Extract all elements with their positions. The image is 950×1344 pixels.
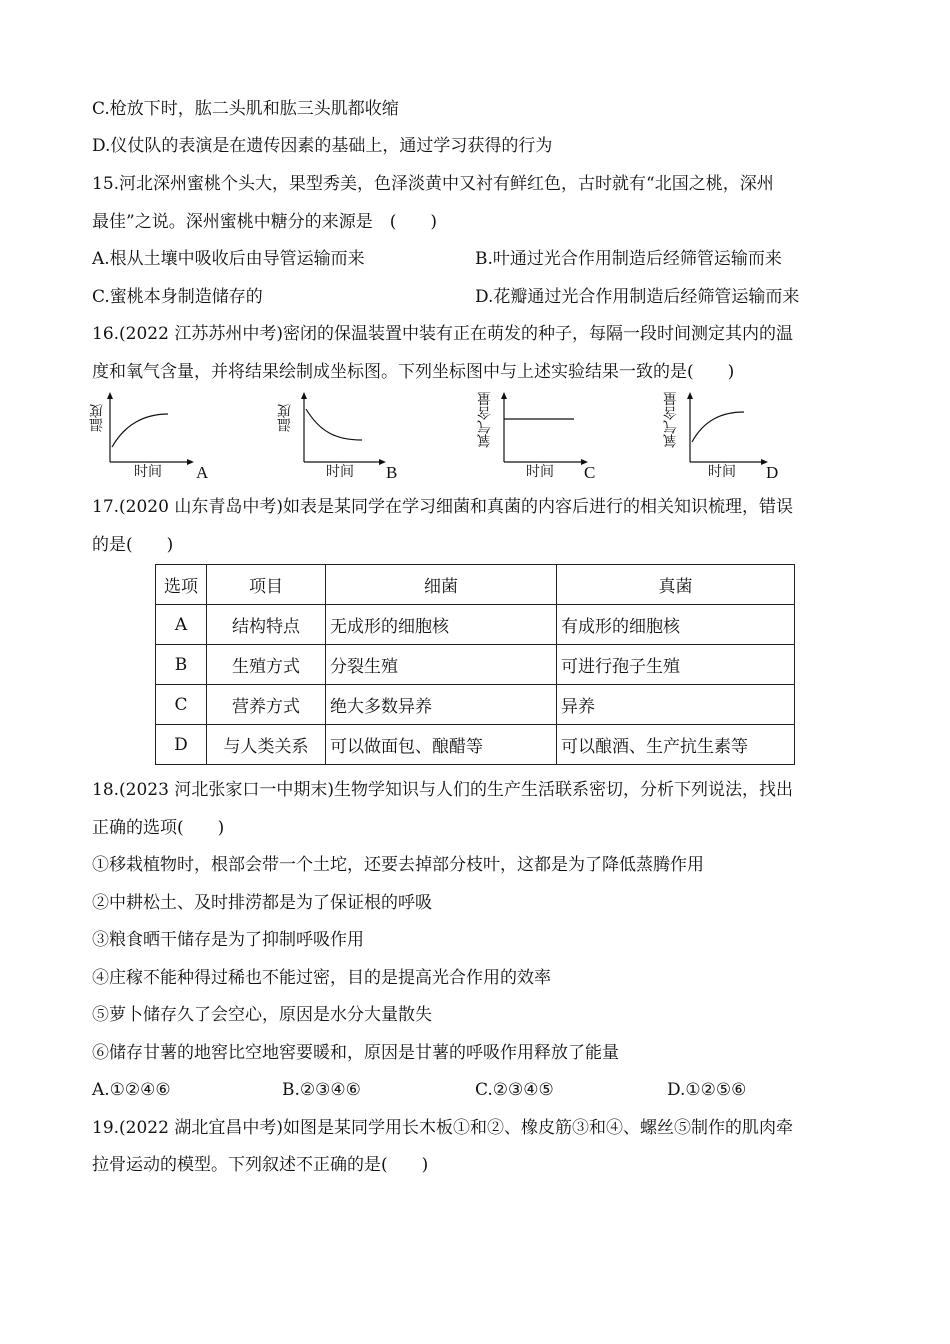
chart-b-xlabel: 时间 xyxy=(326,464,354,480)
q18-option-b: B.②③④⑥ xyxy=(282,1080,361,1100)
q18-item-2: ②中耕松土、及时排涝都是为了保证根的呼吸 xyxy=(92,893,432,913)
chart-a-ylabel: 温度 xyxy=(89,404,105,432)
chart-a-xlabel: 时间 xyxy=(134,464,162,480)
table-row xyxy=(156,725,795,765)
q18-item-5: ⑤萝卜储存久了会空心，原因是水分大量散失 xyxy=(92,1005,432,1025)
knowledge-table xyxy=(155,564,795,765)
q19-stem-line1: 19.(2022 湖北宜昌中考)如图是某同学用长木板①和②、橡皮筋③和④、螺丝⑤制作的肌肉牵 xyxy=(92,1118,793,1138)
chart-d-ylabel: 氧气含量 xyxy=(663,392,679,448)
table-row xyxy=(156,605,795,645)
q14-option-c: C.枪放下时，肱二头肌和肱三头肌都收缩 xyxy=(92,99,399,119)
chart-c-letter: C xyxy=(584,463,596,482)
table-cell: B xyxy=(156,645,207,685)
q15-option-c: C.蜜桃本身制造储存的 xyxy=(92,287,263,307)
table-cell: 有成形的细胞核 xyxy=(557,605,795,645)
q17-stem-line2: 的是( ) xyxy=(92,535,174,555)
q15-option-a: A.根从土壤中吸收后由导管运输而来 xyxy=(92,249,365,269)
q15-option-b: B.叶通过光合作用制造后经筛管运输而来 xyxy=(475,249,782,269)
chart-d-y-arrow xyxy=(687,392,693,399)
q19-stem-line2: 拉骨运动的模型。下列叙述不正确的是( ) xyxy=(92,1155,429,1175)
table-cell: 生殖方式 xyxy=(207,645,326,685)
chart-b xyxy=(278,392,428,484)
table-cell: 可进行孢子生殖 xyxy=(557,645,795,685)
table-cell: 无成形的细胞核 xyxy=(326,605,557,645)
q14-option-d: D.仪仗队的表演是在遗传因素的基础上，通过学习获得的行为 xyxy=(92,136,553,156)
chart-b-ylabel: 温度 xyxy=(277,404,293,432)
chart-a-plot xyxy=(90,392,240,484)
table-cell: 异养 xyxy=(557,685,795,725)
q18-item-3: ③粮食晒干储存是为了抑制呼吸作用 xyxy=(92,930,364,950)
chart-b-y-arrow xyxy=(301,392,307,399)
q17-stem-line1: 17.(2020 山东青岛中考)如表是某同学在学习细菌和真菌的内容后进行的相关知识梳理，错误 xyxy=(92,497,793,517)
q18-item-6: ⑥储存甘薯的地窖比空地窖要暖和，原因是甘薯的呼吸作用释放了能量 xyxy=(92,1043,619,1063)
table-cell: A xyxy=(156,605,207,645)
table-cell: 可以酿酒、生产抗生素等 xyxy=(557,725,795,765)
table-header: 细菌 xyxy=(326,565,557,605)
table-cell: 结构特点 xyxy=(207,605,326,645)
q15-stem-line1: 15.河北深州蜜桃个头大，果型秀美，色泽淡黄中又衬有鲜红色，古时就有“北国之桃，深州 xyxy=(92,174,774,194)
table-cell: 可以做面包、酿醋等 xyxy=(326,725,557,765)
table-cell: C xyxy=(156,685,207,725)
table-header-row xyxy=(156,565,795,605)
chart-c-y-arrow xyxy=(501,392,507,399)
chart-d-xlabel: 时间 xyxy=(708,464,736,480)
chart-a-curve xyxy=(112,414,168,447)
table-header: 真菌 xyxy=(557,565,795,605)
chart-b-curve xyxy=(306,409,362,440)
table-cell: 绝大多数异养 xyxy=(326,685,557,725)
q18-item-1: ①移栽植物时，根部会带一个土坨，还要去掉部分枝叶，这都是为了降低蒸腾作用 xyxy=(92,855,704,875)
table-header: 选项 xyxy=(156,565,207,605)
chart-b-x-arrow xyxy=(379,459,386,465)
chart-d-plot xyxy=(664,392,814,484)
chart-a-x-arrow xyxy=(187,459,194,465)
q18-item-4: ④庄稼不能种得过稀也不能过密，目的是提高光合作用的效率 xyxy=(92,968,551,988)
table-cell: 营养方式 xyxy=(207,685,326,725)
q18-stem-line2: 正确的选项( ) xyxy=(92,818,225,838)
q15-stem-line2: 最佳”之说。深州蜜桃中糖分的来源是 ( ) xyxy=(92,212,437,232)
chart-a-y-arrow xyxy=(107,392,113,399)
table-cell: D xyxy=(156,725,207,765)
chart-b-letter: B xyxy=(386,463,398,482)
chart-c-xlabel: 时间 xyxy=(526,464,554,480)
q16-stem-line2: 度和氧气含量，并将结果绘制成坐标图。下列坐标图中与上述实验结果一致的是( ) xyxy=(92,362,735,382)
chart-a-letter: A xyxy=(196,463,209,482)
table-row xyxy=(156,645,795,685)
q18-option-a: A.①②④⑥ xyxy=(92,1080,171,1100)
q18-option-c: C.②③④⑤ xyxy=(475,1080,554,1100)
chart-d-curve xyxy=(692,412,744,442)
q15-option-d: D.花瓣通过光合作用制造后经筛管运输而来 xyxy=(475,287,800,307)
chart-c-ylabel: 氧气含量 xyxy=(477,392,493,448)
table-cell: 与人类关系 xyxy=(207,725,326,765)
chart-c xyxy=(478,392,628,484)
table-header: 项目 xyxy=(207,565,326,605)
q16-stem-line1: 16.(2022 江苏苏州中考)密闭的保温装置中装有正在萌发的种子，每隔一段时间测定其内的温 xyxy=(92,324,793,344)
table-cell: 分裂生殖 xyxy=(326,645,557,685)
q18-stem-line1: 18.(2023 河北张家口一中期末)生物学知识与人们的生产生活联系密切，分析下列说法，找出 xyxy=(92,780,793,800)
chart-d-letter: D xyxy=(766,463,779,482)
chart-a xyxy=(90,392,240,484)
q18-option-d: D.①②⑤⑥ xyxy=(667,1080,747,1100)
chart-d xyxy=(664,392,814,484)
table-row xyxy=(156,685,795,725)
